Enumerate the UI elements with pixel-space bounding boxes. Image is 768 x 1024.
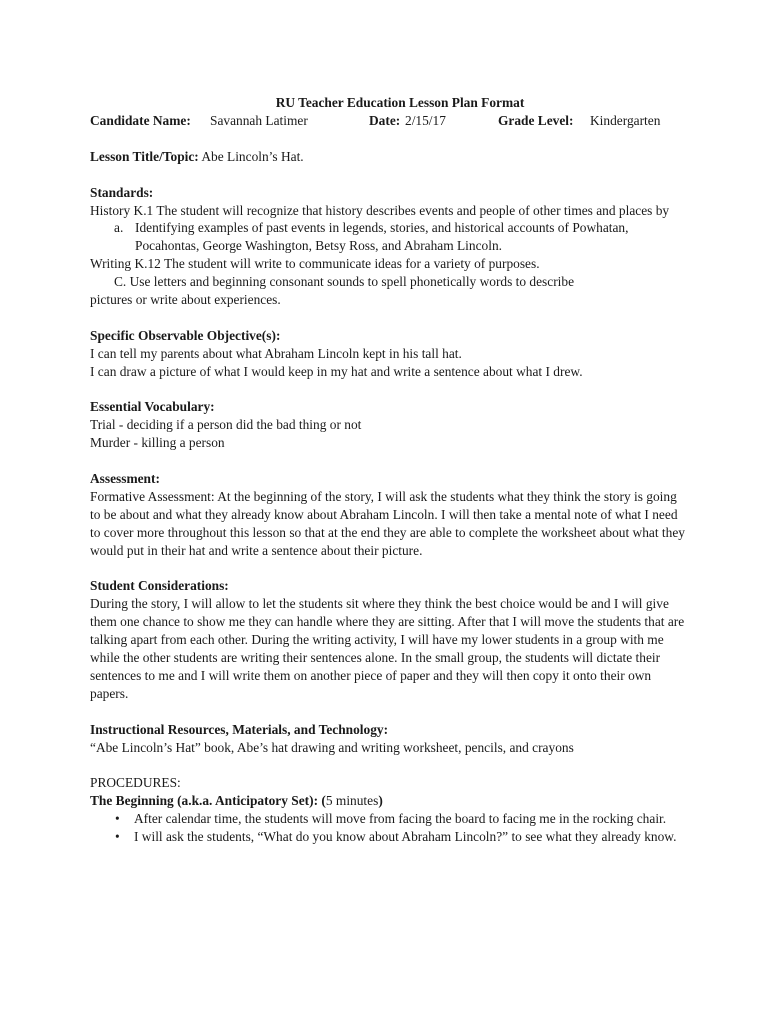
spacer — [90, 309, 690, 327]
considerations-text: During the story, I will allow to let the students sit where they think the best choice would be and I will give them one chance to show me they can handle where they are sitting. After that I will move the students that are talking apart from each other. During the writing activity, I will have my lower students in a group with me while the other students are writing their sentences alone. In the small group, the students will dictate their sentences to me and I will write them on another piece of paper and they will then copy it onto their own papers. — [90, 596, 685, 701]
lesson-title-label: Lesson Title/Topic: — [90, 148, 199, 164]
standard-writing-item: C. Use letters and beginning consonant sounds to spell phonetically words to describe — [114, 274, 575, 290]
lesson-plan-page — [90, 94, 690, 846]
procedure-bullet-list — [90, 810, 690, 846]
standards-heading: Standards: — [90, 184, 154, 200]
candidate-name-value: Savannah Latimer — [210, 112, 308, 128]
vocabulary-line: Murder - killing a person — [90, 435, 225, 451]
beginning-label: The Beginning (a.k.a. Anticipatory Set): — [90, 793, 319, 809]
objective-line: I can draw a picture of what I would keep in my hat and write a sentence about what I drew. — [90, 363, 583, 379]
standard-writing: Writing K.12 The student will write to communicate ideas for a variety of purposes. — [90, 256, 540, 272]
date-label: Date: — [369, 112, 401, 128]
grade-level-value: Kindergarten — [590, 112, 661, 128]
objectives-heading: Specific Observable Objective(s): — [90, 327, 281, 343]
procedure-bullet: • After calendar time, the students will move from facing the board to facing me in the rocking chair. — [90, 810, 690, 828]
spacer — [90, 381, 690, 399]
spacer — [90, 757, 690, 775]
considerations-heading: Student Considerations: — [90, 578, 229, 594]
objective-line: I can tell my parents about what Abraham Lincoln kept in his tall hat. — [90, 345, 462, 361]
procedure-bullet: • I will ask the students, “What do you know about Abraham Lincoln?” to see what they already know. — [90, 828, 690, 846]
vocabulary-line: Trial - deciding if a person did the bad thing or not — [90, 417, 362, 433]
spacer — [90, 166, 690, 184]
spacer — [90, 560, 690, 578]
beginning-time: 5 minutes — [325, 793, 379, 809]
standard-history: History K.1 The student will recognize that history describes events and people of other times and places by — [90, 202, 670, 218]
procedures-heading: PROCEDURES: — [90, 775, 181, 791]
list-marker: a. — [114, 220, 124, 236]
standard-history-item-text: Identifying examples of past events in legends, stories, and historical accounts of Powhatan, Pocahontas, George Washington, Betsy Ross, and Abraham Lincoln. — [135, 220, 629, 254]
candidate-info-row — [90, 112, 690, 130]
assessment-text: Formative Assessment: At the beginning of the story, I will ask the students what they think the story is going to be about and what they already know about Abraham Lincoln. I will then take a mental note of what I need to cover more throughout this lesson so that at the end they are able to complete the worksheet about what they would put in their hat and write a sentence about their picture. — [90, 488, 685, 558]
assessment-heading: Assessment: — [90, 471, 160, 487]
document-title: RU Teacher Education Lesson Plan Format — [275, 95, 525, 110]
spacer — [90, 130, 690, 148]
resources-heading: Instructional Resources, Materials, and Technology: — [90, 721, 389, 737]
spacer — [90, 703, 690, 721]
standard-history-item — [90, 219, 690, 255]
beginning-heading-row: The Beginning (a.k.a. Anticipatory Set): (5 minutes) — [90, 793, 383, 809]
date-value: 2/15/17 — [405, 112, 446, 128]
resources-text: “Abe Lincoln’s Hat” book, Abe’s hat drawing and writing worksheet, pencils, and crayons — [90, 739, 574, 755]
lesson-title-row — [90, 148, 690, 166]
candidate-name-label: Candidate Name: — [90, 112, 191, 128]
grade-level-label: Grade Level: — [498, 112, 574, 128]
standard-writing-item-cont: pictures or write about experiences. — [90, 292, 281, 308]
spacer — [90, 452, 690, 470]
lesson-title-value: Abe Lincoln’s Hat. — [201, 148, 304, 164]
vocabulary-heading: Essential Vocabulary: — [90, 399, 215, 415]
